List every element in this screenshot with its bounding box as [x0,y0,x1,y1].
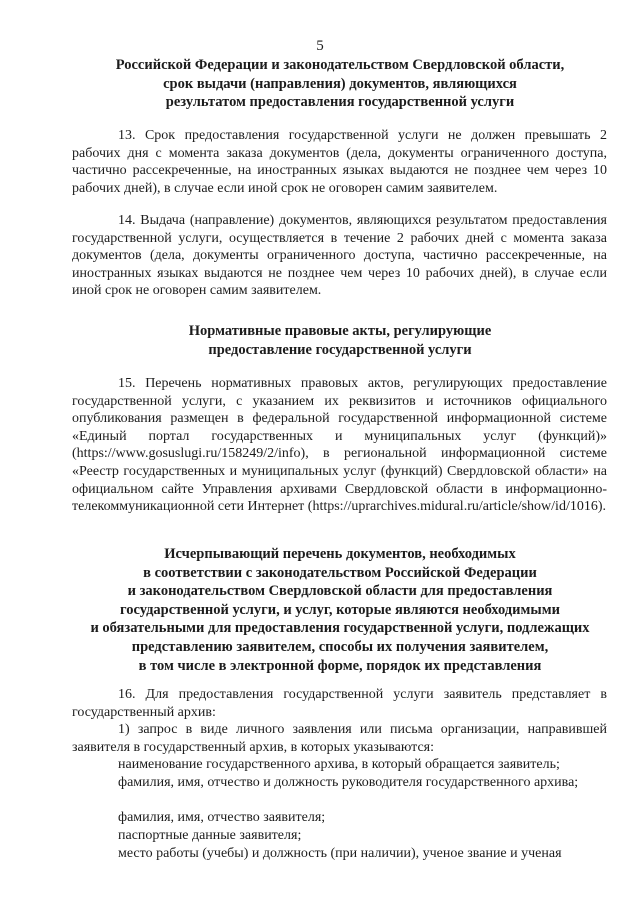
list-line-workplace: место работы (учебы) и должность (при наличии), ученое звание и ученая [118,846,562,861]
paragraph-14: 14. Выдача (направление) документов, являющихся результатом предоставления государственной услуги, осуществляется в течение 2 рабочих дней с момента заказа документов (дела, документы ограниченного доступа, частично рассекреченные, на иностранных языках выдаются не позднее чем через 10 рабочих дней), в случае если иной срок не оговорен самим заявителем. [72,213,607,299]
heading-line: Российской Федерации и законодательством Свердловской области, [115,57,565,73]
paragraph-16: 16. Для предоставления государственной услуги заявитель представляет в государственный архив: [72,687,607,720]
section-heading-normative-acts [90,322,590,359]
heading-line: Нормативные правовые акты, регулирующие [188,323,492,339]
page-number: 5 [316,38,324,54]
list-line-head-name: фамилия, имя, отчество и должность руководителя государственного архива; [118,775,579,790]
heading-line: и обязательными для предоставления государственной услуги, подлежащих [90,620,590,637]
heading-line: срок выдачи (направления) документов, являющихся [163,75,517,92]
heading-line: и законодательством Свердловской области для предоставления [127,583,553,600]
paragraph-13: 13. Срок предоставления государственной услуги не должен превышать 2 рабочих дня с момента заказа документов (дела, документы ограниченного доступа, частично рассекреченные, на иностранных языках выдаются не позднее чем через 10 рабочих дней), в случае если иной срок не оговорен самим заявителем. [72,128,607,196]
section-heading-deadlines [90,56,590,112]
list-line-applicant-name: фамилия, имя, отчество заявителя; [118,810,326,825]
heading-line: результатом предоставления государственной услуги [165,94,515,111]
heading-line: в том числе в электронной форме, порядок их представления [138,657,542,674]
list-line-passport: паспортные данные заявителя; [118,828,302,843]
heading-line: государственной услуги, и услуг, которые являются необходимыми [120,601,560,618]
heading-line: представлению заявителем, способы их получения заявителем, [131,638,549,655]
paragraph-15: 15. Перечень нормативных правовых актов, регулирующих предоставление государственной услуги, с указанием их реквизитов и источников официального опубликования размещен в федеральной государственной информационной системе «Единый портал государственных и муниципальных услуг (функций)» (https://www.gosuslugi.ru/158249/2/info), в региональной информационной системе «Реестр государственных и муниципальных услуг (функций) Свердловской области» на официальном сайте Управления архивами Свердловской области в информационно-телекоммуникационной сети Интернет (https://uprarchives.midural.ru/article/show/id/1016). [72,376,607,515]
heading-line: предоставление государственной услуги [208,341,472,358]
section-heading-documents-list [60,545,620,675]
paragraph-16-item-1: 1) запрос в виде личного заявления или письма организации, направившей заявителя в государственный архив, в которых указываются: [72,722,607,755]
heading-line: в соответствии с законодательством Российской Федерации [143,564,537,581]
list-line-archive-name: наименование государственного архива, в который обращается заявитель; [118,757,560,772]
heading-line: Исчерпывающий перечень документов, необходимых [164,546,516,562]
